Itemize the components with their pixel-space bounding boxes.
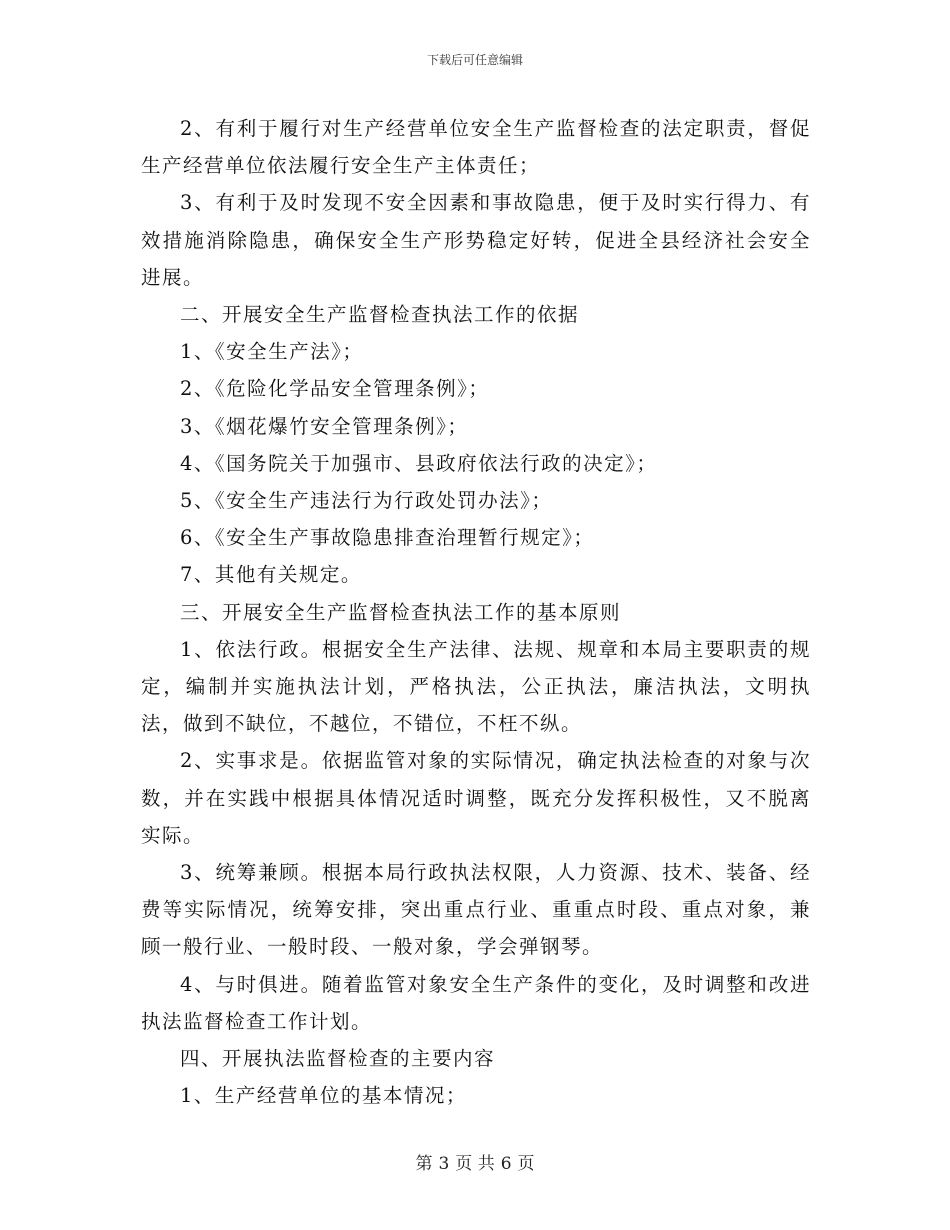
paragraph: 1、依法行政。根据安全生产法律、法规、规章和本局主要职责的规定，编制并实施执法计划，严格执法，公正执法，廉洁执法，文明执法，做到不缺位，不越位，不错位，不枉不纵。: [141, 637, 811, 736]
section-heading: 四、开展执法监督检查的主要内容: [180, 1047, 496, 1071]
total-pages-number: 6: [500, 1154, 512, 1174]
current-page-number: 3: [438, 1154, 450, 1174]
footer-prefix: 第: [415, 1154, 433, 1174]
section-heading: 二、开展安全生产监督检查执法工作的依据: [180, 303, 580, 327]
list-item: 3、《烟花爆竹安全管理条例》；: [180, 414, 469, 438]
page-header-note: 下载后可任意编辑: [426, 53, 523, 67]
footer-middle: 页 共: [455, 1154, 495, 1174]
paragraph: 3、统筹兼顾。根据本局行政执法权限，人力资源、技术、装备、经费等实际情况，统筹安排，突出重点行业、重重点时段、重点对象，兼顾一般行业、一般时段、一般对象，学会弹钢琴。: [141, 861, 811, 959]
list-item: 2、《危险化学品安全管理条例》；: [180, 377, 490, 401]
list-item: 7、其他有关规定。: [180, 563, 362, 587]
paragraph: 2、有利于履行对生产经营单位安全生产监督检查的法定职责，督促生产经营单位依法履行安全生产主体责任；: [141, 117, 811, 178]
page-footer: [0, 1152, 950, 1176]
paragraph: 3、有利于及时发现不安全因素和事故隐患，便于及时实行得力、有效措施消除隐患，确保安全生产形势稳定好转，促进全县经济社会安全进展。: [141, 191, 811, 289]
list-item: 4、《国务院关于加强市、县政府依法行政的决定》；: [180, 451, 658, 475]
list-item: 1、生产经营单位的基本情况；: [180, 1084, 467, 1108]
list-item: 5、《安全生产违法行为行政处罚办法》；: [180, 489, 553, 513]
paragraph: 4、与时俱进。随着监管对象安全生产条件的变化，及时调整和改进执法监督检查工作计划。: [141, 972, 811, 1033]
footer-suffix: 页: [517, 1154, 535, 1174]
document-body: [141, 110, 811, 1114]
paragraph: 2、实事求是。依据监管对象的实际情况，确定执法检查的对象与次数，并在实践中根据具体情况适时调整，既充分发挥积极性，又不脱离实际。: [141, 749, 811, 847]
list-item: 6、《安全生产事故隐患排查治理暂行规定》；: [180, 526, 595, 550]
section-heading: 三、开展安全生产监督检查执法工作的基本原则: [180, 600, 622, 624]
list-item: 1、《安全生产法》；: [180, 340, 364, 364]
